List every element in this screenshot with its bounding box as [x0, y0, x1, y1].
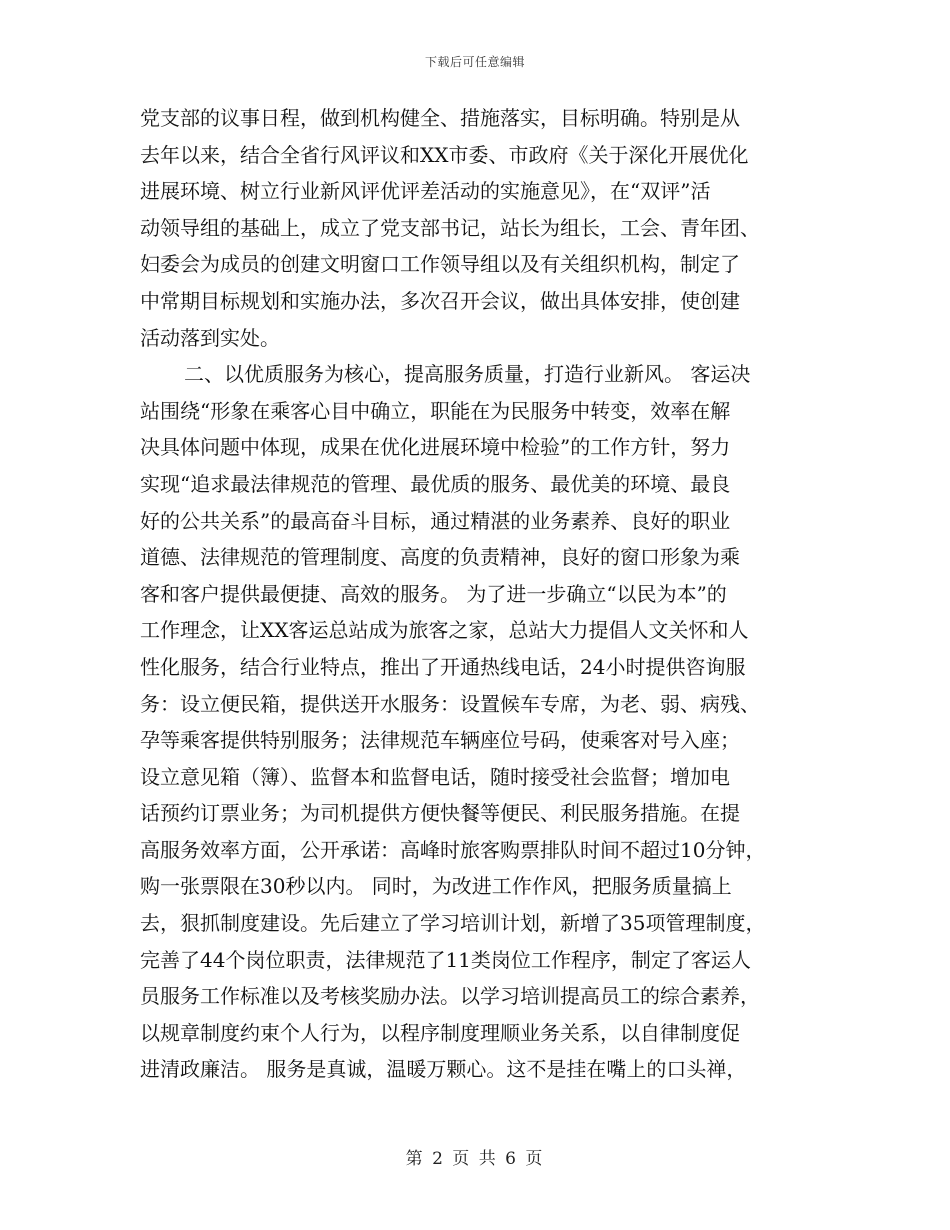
text-line: 话预约订票业务；为司机提供方便快餐等便民、利民服务措施。在提 [140, 801, 740, 826]
text-line: 客和客户提供最便捷、高效的服务。 为了进一步确立“以民为本”的 [140, 581, 727, 606]
text-line: 工作理念，让XX客运总站成为旅客之家，总站大力提倡人文关怀和人 [140, 618, 749, 643]
text-line: 实现“追求最法律规范的管理、最优质的服务、最优美的环境、最良 [140, 471, 731, 496]
text-line: 好的公共关系”的最高奋斗目标，通过精湛的业务素养、良好的职业 [140, 508, 731, 533]
text-line: 进清政廉洁。 服务是真诚，温暖万颗心。这不是挂在嘴上的口头禅， [140, 1057, 747, 1082]
text-line: 去年以来，结合全省行风评议和XX市委、市政府《关于深化开展优化 [140, 142, 749, 167]
text-line: 活动落到实处。 [140, 325, 280, 350]
text-line: 以规章制度约束个人行为，以程序制度理顺业务关系，以自律制度促 [140, 1020, 740, 1045]
text-line: 动领导组的基础上，成立了党支部书记，站长为组长，工会、青年团、 [140, 215, 760, 240]
text-line: 性化服务，结合行业特点，推出了开通热线电话，24小时提供咨询服 [140, 654, 746, 679]
text-line: 妇委会为成员的创建文明窗口工作领导组以及有关组织机构，制定了 [140, 252, 740, 277]
text-line: 去，狠抓制度建设。先后建立了学习培训计划，新增了35项管理制度， [140, 911, 766, 936]
text-line: 决具体问题中体现，成果在优化进展环境中检验”的工作方针，努力 [140, 435, 731, 460]
page-header-note: 下载后可任意编辑 [424, 55, 525, 69]
text-line: 站围绕“形象在乘客心目中确立，职能在为民服务中转变，效率在解 [140, 398, 731, 423]
text-line: 二、以优质服务为核心，提高服务质量，打造行业新风。 客运决 [184, 362, 751, 387]
text-line: 务：设立便民箱，提供送开水服务：设置候车专席，为老、弱、病残、 [140, 691, 760, 716]
text-line: 设立意见箱（簿）、监督本和监督电话，随时接受社会监督；增加电 [140, 764, 730, 789]
text-line: 高服务效率方面，公开承诺：高峰时旅客购票排队时间不超过10分钟， [140, 837, 766, 862]
text-line: 完善了44个岗位职责，法律规范了11类岗位工作程序，制定了客运人 [140, 947, 751, 972]
text-line: 购一张票限在30秒以内。 同时，为改进工作作风，把服务质量搞上 [140, 874, 732, 899]
text-line: 中常期目标规划和实施办法，多次召开会议，做出具体安排，使创建 [140, 288, 740, 313]
text-line: 员服务工作标准以及考核奖励办法。以学习培训提高员工的综合素养， [140, 984, 760, 1009]
document-body [140, 100, 810, 1088]
text-line: 进展环境、树立行业新风评优评差活动的实施意见》，在“双评”活 [140, 179, 711, 204]
text-line: 孕等乘客提供特别服务；法律规范车辆座位号码，使乘客对号入座； [140, 728, 740, 753]
page-number: 第 2 页 共 6 页 [405, 1149, 545, 1169]
text-line: 道德、法律规范的管理制度、高度的负责精神，良好的窗口形象为乘 [140, 545, 740, 570]
text-line: 党支部的议事日程，做到机构健全、措施落实，目标明确。特别是从 [140, 106, 740, 130]
